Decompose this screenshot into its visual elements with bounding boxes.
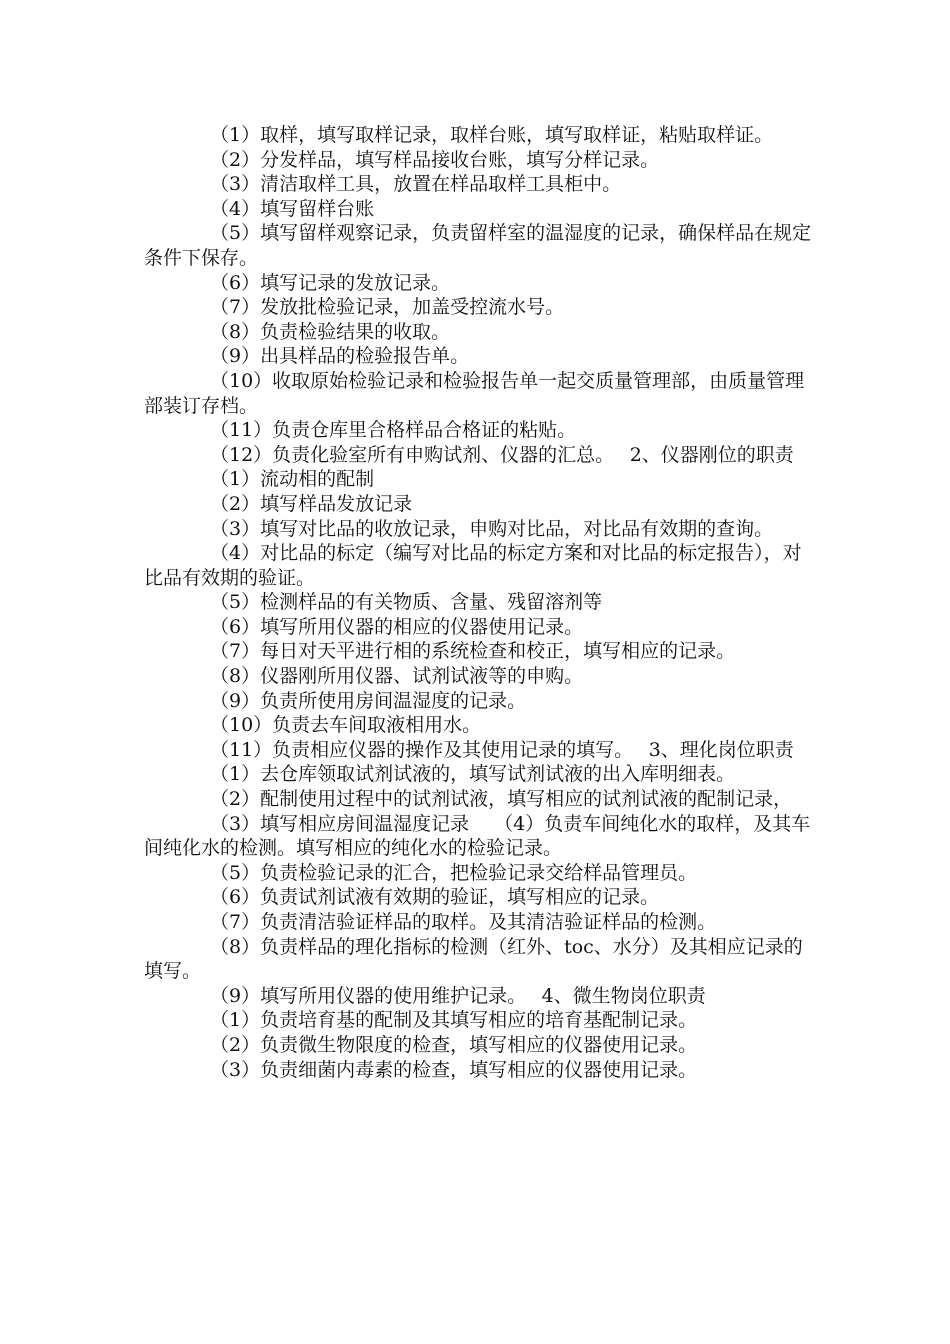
paragraph: （7）负责清洁验证样品的取样。及其清洁验证样品的检测。 bbox=[210, 911, 717, 933]
paragraph: （8）仪器刚所用仪器、试剂试液等的申购。 bbox=[210, 665, 584, 688]
paragraph: （1）负责培育基的配制及其填写相应的培育基配制记录。 bbox=[210, 1009, 698, 1032]
paragraph: （1）取样，填写取样记录，取样台账，填写取样证，粘贴取样证。 bbox=[210, 124, 774, 146]
paragraph: （6）填写记录的发放记录。 bbox=[210, 271, 451, 294]
paragraph: （8）负责检验结果的收取。 bbox=[210, 320, 451, 343]
paragraph: （9）出具样品的检验报告单。 bbox=[210, 345, 470, 368]
paragraph: （5）填写留样观察记录，负责留样室的温湿度的记录，确保样品在规定条件下保存。 bbox=[144, 222, 812, 269]
paragraph: （6）填写所用仪器的相应的仪器使用记录。 bbox=[210, 615, 584, 638]
paragraph: （3）填写对比品的收放记录，申购对比品，对比品有效期的查询。 bbox=[210, 517, 774, 540]
paragraph: （4）对比品的标定（编写对比品的标定方案和对比品的标定报告），对比品有效期的验证。 bbox=[144, 542, 802, 589]
paragraph: （3）填写相应房间温湿度记录 （4）负责车间纯化水的取样，及其车间纯化水的检测。填写相应的纯化水的检验记录。 bbox=[144, 812, 811, 860]
paragraph: （8）负责样品的理化指标的检测（红外、toc、水分）及其相应记录的填写。 bbox=[144, 935, 803, 983]
paragraph: （9）填写所用仪器的使用维护记录。 4、微生物岗位职责 bbox=[210, 984, 706, 1007]
paragraph: （1）流动相的配制 bbox=[210, 468, 375, 491]
document-body bbox=[144, 123, 814, 1082]
paragraph: （11）负责仓库里合格样品合格证的粘贴。 bbox=[210, 419, 577, 442]
paragraph: （7）发放批检验记录，加盖受控流水号。 bbox=[210, 296, 565, 319]
paragraph: （10）收取原始检验记录和检验报告单一起交质量管理部，由质量管理部装订存档。 bbox=[144, 369, 805, 417]
paragraph: （6）负责试剂试液有效期的验证，填写相应的记录。 bbox=[210, 886, 660, 909]
paragraph: （3）负责细菌内毒素的检查，填写相应的仪器使用记录。 bbox=[210, 1058, 698, 1081]
paragraph: （9）负责所使用房间温湿度的记录。 bbox=[210, 689, 527, 712]
paragraph: （2）分发样品，填写样品接收台账，填写分样记录。 bbox=[210, 148, 660, 171]
paragraph: （2）负责微生物限度的检查，填写相应的仪器使用记录。 bbox=[210, 1033, 698, 1056]
paragraph: （10）负责去车间取液相用水。 bbox=[210, 714, 482, 737]
paragraph: （2）配制使用过程中的试剂试液，填写相应的试剂试液的配制记录， bbox=[210, 788, 793, 811]
paragraph: （7）每日对天平进行相的系统检查和校正，填写相应的记录。 bbox=[210, 640, 736, 663]
paragraph: （3）清洁取样工具，放置在样品取样工具柜中。 bbox=[210, 173, 622, 196]
paragraph: （5）负责检验记录的汇合，把检验记录交给样品管理员。 bbox=[210, 861, 698, 884]
paragraph: （1）去仓库领取试剂试液的，填写试剂试液的出入库明细表。 bbox=[210, 763, 736, 786]
paragraph: （2）填写样品发放记录 bbox=[210, 492, 413, 515]
paragraph: （12）负责化验室所有申购试剂、仪器的汇总。 2、仪器刚位的职责 bbox=[210, 443, 794, 466]
paragraph: （4）填写留样台账 bbox=[210, 197, 375, 220]
paragraph: （11）负责相应仪器的操作及其使用记录的填写。 3、理化岗位职责 bbox=[210, 738, 794, 761]
paragraph: （5）检测样品的有关物质、含量、残留溶剂等 bbox=[210, 591, 603, 614]
